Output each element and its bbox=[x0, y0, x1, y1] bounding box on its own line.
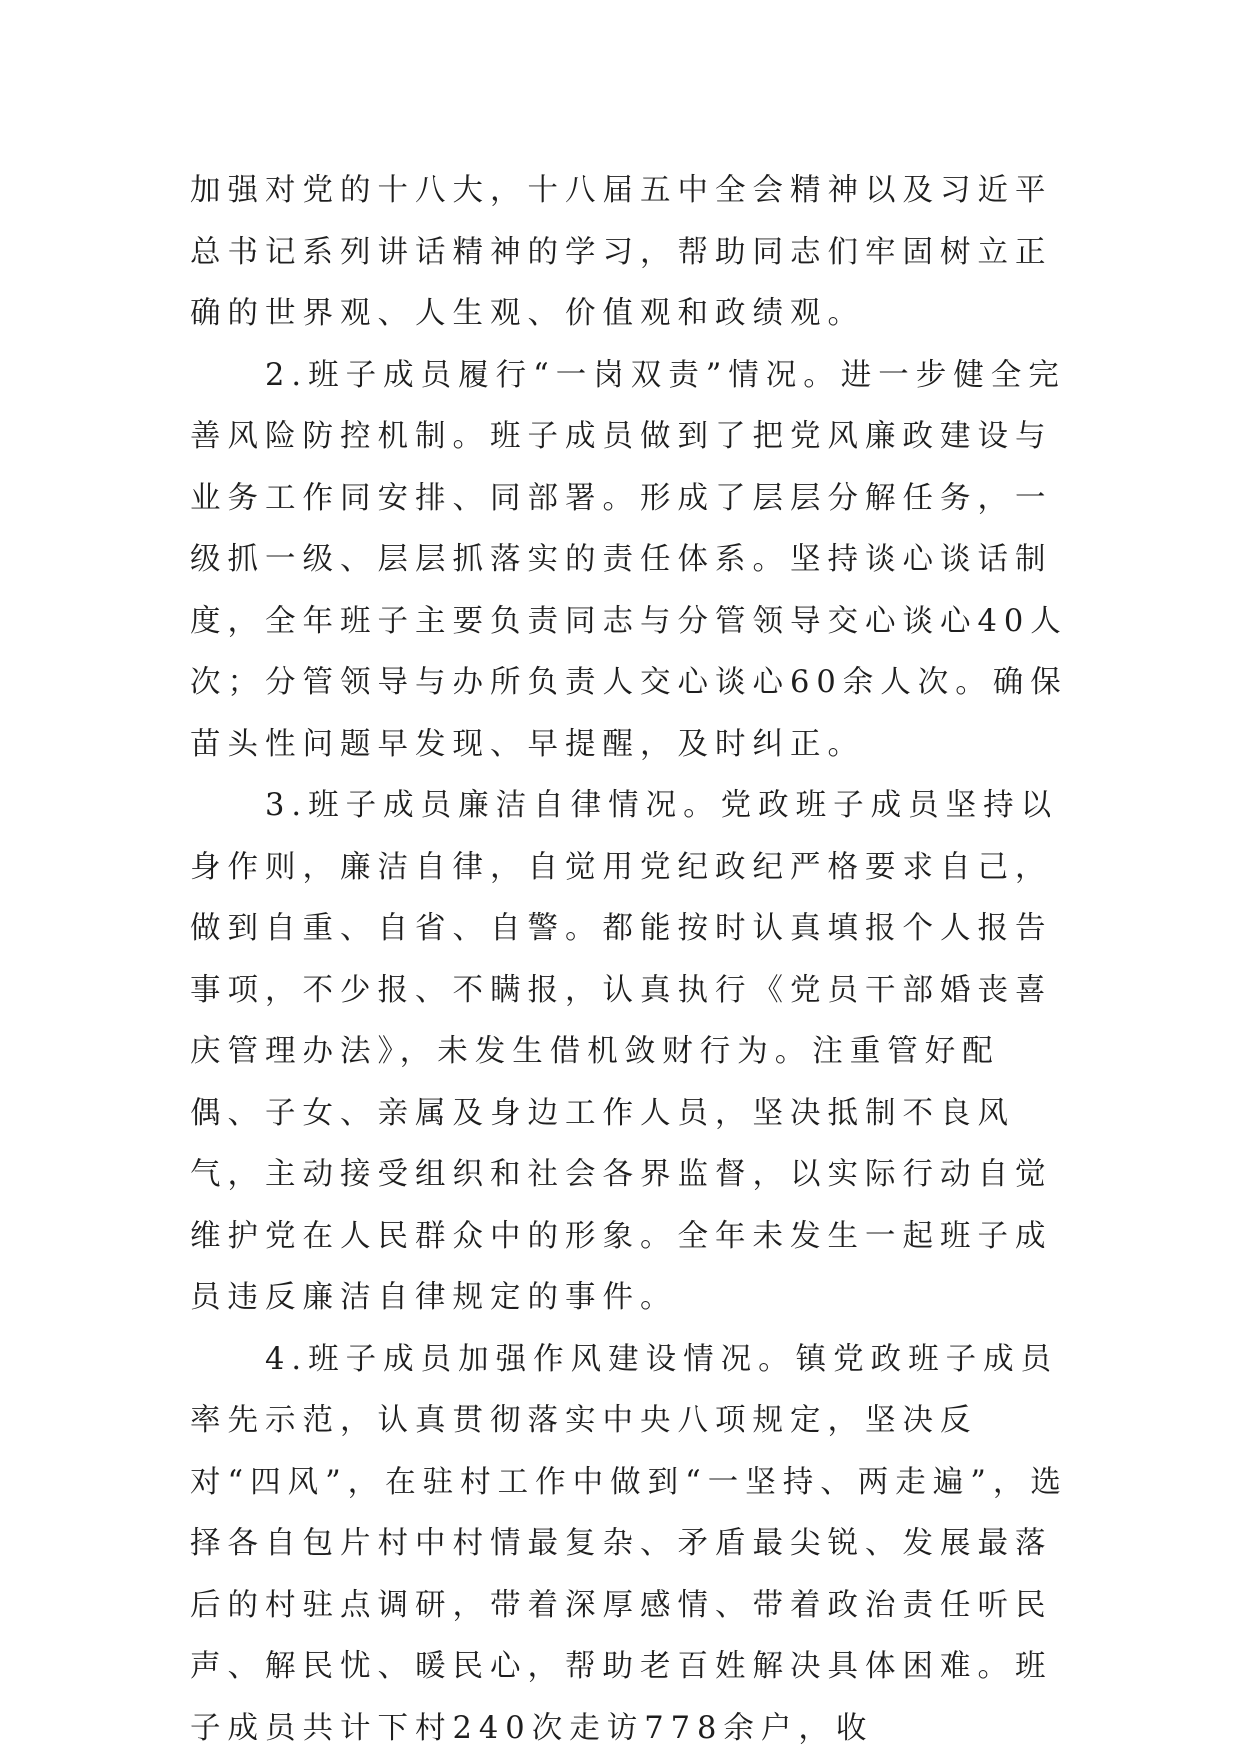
paragraph-continuation: 加强对党的十八大，十八届五中全会精神以及习近平总书记系列讲话精神的学习，帮助同志们牢固树立正确的世界观、人生观、价值观和政绩观。 bbox=[190, 160, 1070, 345]
paragraph-item-4-work-style-building: 4.班子成员加强作风建设情况。镇党政班子成员率先示范，认真贯彻落实中央八项规定，坚决反对“四风”，在驻村工作中做到“一坚持、两走遍”，选择各自包片村中村情最复杂、矛盾最尖锐、发展最落后的村驻点调研，带着深厚感情、带着政治责任听民声、解民忧、暖民心，帮助老百姓解决具体困难。班子成员共计下村240次走访778余户，收 bbox=[190, 1329, 1070, 1759]
paragraph-item-3-integrity-self-discipline: 3.班子成员廉洁自律情况。党政班子成员坚持以身作则，廉洁自律，自觉用党纪政纪严格要求自己，做到自重、自省、自警。都能按时认真填报个人报告事项，不少报、不瞒报，认真执行《党员干部婚丧喜庆管理办法》，未发生借机敛财行为。注重管好配偶、子女、亲属及身边工作人员，坚决抵制不良风气，主动接受组织和社会各界监督，以实际行动自觉维护党在人民群众中的形象。全年未发生一起班子成员违反廉洁自律规定的事件。 bbox=[190, 775, 1070, 1329]
paragraph-item-2-one-post-dual-duty: 2.班子成员履行“一岗双责”情况。进一步健全完善风险防控机制。班子成员做到了把党风廉政建设与业务工作同安排、同部署。形成了层层分解任务，一级抓一级、层层抓落实的责任体系。坚持谈心谈话制度，全年班子主要负责同志与分管领导交心谈心40人次；分管领导与办所负责人交心谈心60余人次。确保苗头性问题早发现、早提醒，及时纠正。 bbox=[190, 345, 1070, 776]
document-body bbox=[190, 160, 1070, 1759]
